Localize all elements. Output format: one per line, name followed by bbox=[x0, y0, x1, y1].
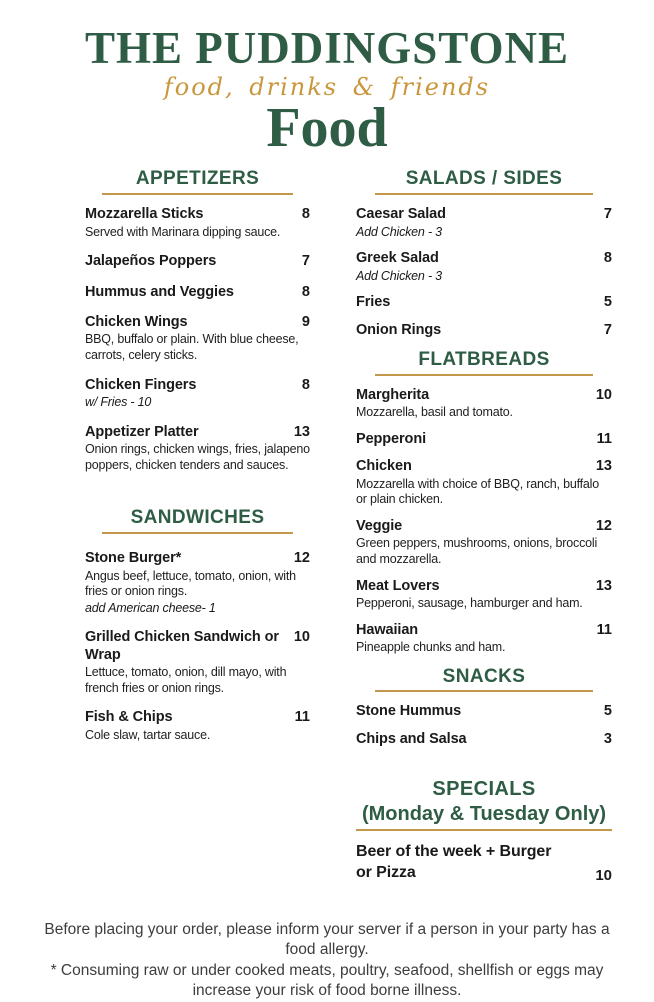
section-heading-block bbox=[356, 666, 612, 693]
item-price: 9 bbox=[301, 314, 310, 331]
item-price: 7 bbox=[301, 253, 310, 270]
menu-item bbox=[356, 731, 612, 748]
section-underline bbox=[375, 690, 593, 692]
menu-item bbox=[356, 578, 612, 612]
item-description: Pineapple chunks and ham. bbox=[356, 639, 506, 654]
item-price: 3 bbox=[603, 730, 612, 747]
item-name: Stone Hummus bbox=[356, 703, 462, 720]
section-appetizers bbox=[85, 168, 310, 473]
item-name: Mozzarella Sticks bbox=[85, 206, 204, 223]
menu-item bbox=[356, 622, 612, 656]
item-name: Onion Rings bbox=[356, 321, 442, 338]
item-description: Onion rings, chicken wings, fries, jalapeno poppers, chicken tenders and sauces. bbox=[85, 442, 310, 472]
item-price: 8 bbox=[301, 206, 310, 223]
item-price: 7 bbox=[603, 206, 612, 223]
item-price: 10 bbox=[293, 629, 310, 646]
menu-item bbox=[356, 518, 612, 568]
item-list bbox=[85, 550, 310, 743]
item-list bbox=[356, 703, 612, 748]
item-name: Veggie bbox=[356, 517, 403, 534]
section-underline bbox=[356, 829, 612, 831]
item-name: Greek Salad bbox=[356, 250, 439, 267]
section-heading: SPECIALS bbox=[432, 778, 536, 801]
menu-item bbox=[85, 550, 310, 616]
item-name: Meat Lovers bbox=[356, 577, 440, 594]
item-name: Chicken Fingers bbox=[85, 376, 197, 393]
menu-item bbox=[85, 284, 310, 301]
item-price: 11 bbox=[596, 430, 612, 447]
item-list bbox=[356, 842, 612, 884]
item-description: Cole slaw, tartar sauce. bbox=[85, 727, 211, 742]
item-name: Jalapeños Poppers bbox=[85, 253, 217, 270]
item-description: Lettuce, tomato, onion, dill mayo, with french fries or onion rings. bbox=[85, 665, 287, 695]
item-note: add American cheese- 1 bbox=[85, 600, 216, 615]
menu-item bbox=[356, 322, 612, 339]
item-description: Pepperoni, sausage, hamburger and ham. bbox=[356, 595, 583, 610]
menu-item bbox=[85, 253, 310, 270]
section-heading-block bbox=[356, 349, 612, 376]
item-description: Mozzarella, basil and tomato. bbox=[356, 405, 513, 420]
item-name: Appetizer Platter bbox=[85, 423, 199, 440]
item-description: Green peppers, mushrooms, onions, broccoli and mozzarella. bbox=[356, 536, 598, 566]
item-price: 8 bbox=[603, 250, 612, 267]
section-heading: SANDWICHES bbox=[130, 507, 265, 529]
menu-item bbox=[85, 629, 310, 696]
item-price: 5 bbox=[603, 294, 612, 311]
section-salads-sides bbox=[356, 168, 612, 339]
item-name: Stone Burger* bbox=[85, 550, 182, 567]
menu-category-title: Food bbox=[266, 97, 388, 160]
item-name: Chicken Wings bbox=[85, 314, 188, 331]
section-subheading: (Monday & Tuesday Only) bbox=[361, 803, 607, 826]
allergy-notice-line: Before placing your order, please inform your server if a person in your party has a food allergy. bbox=[44, 920, 610, 959]
menu-item bbox=[356, 206, 612, 240]
item-description: BBQ, buffalo or plain. With blue cheese, carrots, celery sticks. bbox=[85, 332, 299, 363]
section-sandwiches bbox=[85, 507, 310, 743]
right-column bbox=[356, 168, 612, 893]
menu-header bbox=[0, 0, 654, 160]
item-name: Chips and Salsa bbox=[356, 730, 467, 747]
menu-item bbox=[356, 458, 612, 508]
item-price: 13 bbox=[595, 458, 612, 475]
item-note: Add Chicken - 3 bbox=[356, 224, 442, 239]
item-list bbox=[356, 387, 612, 656]
item-name: Pepperoni bbox=[356, 430, 426, 447]
restaurant-tagline: food, drinks & friends bbox=[163, 73, 491, 101]
menu-item bbox=[85, 377, 310, 411]
item-price: 13 bbox=[293, 423, 310, 440]
allergy-notice bbox=[0, 920, 654, 1002]
item-description: Angus beef, lettuce, tomato, onion, with fries or onion rings. bbox=[85, 568, 296, 599]
item-price: 13 bbox=[595, 577, 612, 594]
section-specials bbox=[356, 778, 612, 884]
menu-item bbox=[85, 314, 310, 364]
item-price: 8 bbox=[301, 376, 310, 393]
item-price: 11 bbox=[596, 621, 612, 638]
consumer-advisory-line: * Consuming raw or under cooked meats, poultry, seafood, shellfish or eggs may increase your risk of food borne illness. bbox=[50, 961, 604, 1000]
item-name: Beer of the week + Burger or Pizza bbox=[356, 843, 552, 882]
item-price: 12 bbox=[293, 550, 310, 567]
menu-item bbox=[356, 294, 612, 311]
item-description: Served with Marinara dipping sauce. bbox=[85, 224, 281, 239]
section-heading-block bbox=[85, 507, 310, 534]
item-description: Mozzarella with choice of BBQ, ranch, buffalo or plain chicken. bbox=[356, 476, 599, 507]
section-underline bbox=[102, 532, 293, 534]
item-price: 11 bbox=[294, 709, 310, 726]
item-name: Caesar Salad bbox=[356, 206, 446, 223]
menu-item bbox=[356, 703, 612, 720]
item-name: Hummus and Veggies bbox=[85, 283, 234, 300]
item-note: Add Chicken - 3 bbox=[356, 268, 442, 283]
section-heading-block bbox=[85, 168, 310, 195]
item-name: Chicken bbox=[356, 458, 412, 475]
section-heading: FLATBREADS bbox=[418, 349, 550, 371]
section-underline bbox=[102, 193, 293, 195]
section-heading: APPETIZERS bbox=[135, 168, 260, 190]
menu-item bbox=[356, 387, 612, 421]
menu-item bbox=[356, 250, 612, 284]
item-list bbox=[356, 206, 612, 339]
section-snacks bbox=[356, 666, 612, 749]
menu-columns bbox=[85, 168, 654, 893]
section-heading: SALADS / SIDES bbox=[405, 168, 563, 190]
item-price: 7 bbox=[603, 321, 612, 338]
menu-item bbox=[85, 709, 310, 743]
item-price: 8 bbox=[301, 283, 310, 300]
item-note: w/ Fries - 10 bbox=[85, 395, 152, 410]
item-name: Margherita bbox=[356, 386, 430, 403]
item-price: 10 bbox=[595, 866, 612, 884]
section-underline bbox=[375, 193, 593, 195]
menu-item bbox=[356, 431, 612, 448]
item-name: Hawaiian bbox=[356, 621, 419, 638]
item-name: Fries bbox=[356, 294, 391, 311]
menu-item bbox=[85, 206, 310, 240]
item-name: Grilled Chicken Sandwich or Wrap bbox=[85, 629, 279, 663]
item-price: 10 bbox=[595, 386, 612, 403]
item-price: 5 bbox=[603, 703, 612, 720]
restaurant-title: THE PUDDINGSTONE bbox=[84, 23, 570, 73]
section-underline bbox=[375, 374, 593, 376]
menu-item bbox=[356, 842, 612, 884]
section-heading: SNACKS bbox=[442, 665, 526, 687]
section-flatbreads bbox=[356, 349, 612, 656]
item-price: 12 bbox=[595, 517, 612, 534]
menu-item bbox=[85, 424, 310, 474]
item-list bbox=[85, 206, 310, 473]
section-heading-block bbox=[356, 778, 612, 831]
left-column bbox=[85, 168, 310, 756]
item-name: Fish & Chips bbox=[85, 709, 173, 726]
section-heading-block bbox=[356, 168, 612, 195]
